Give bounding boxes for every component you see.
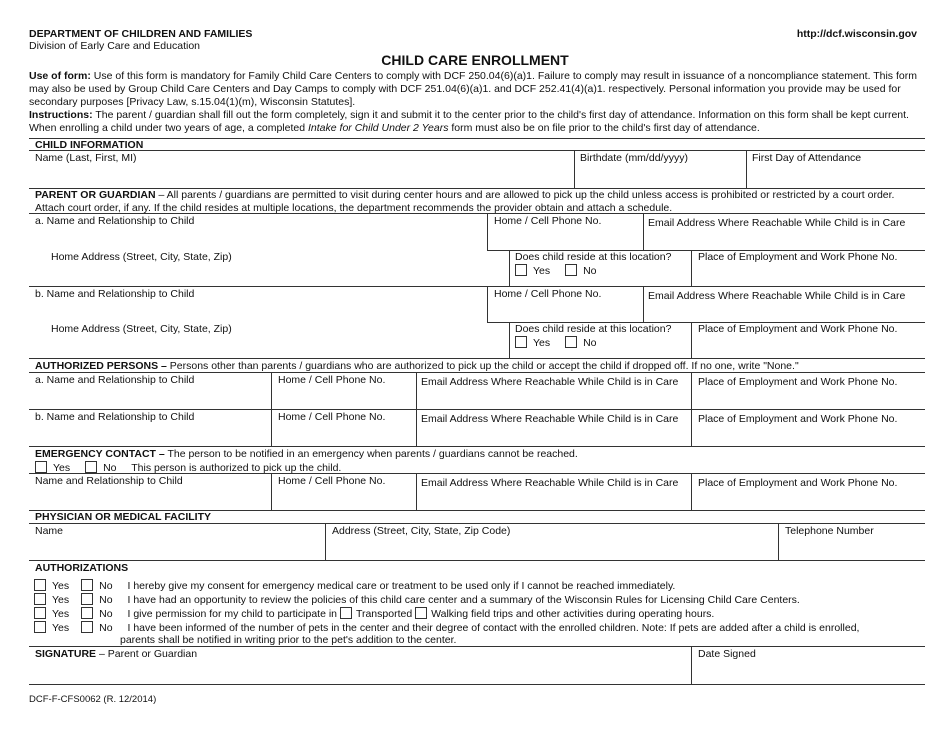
- auth4-text: I have been informed of the number of pets in the center and their degree of contact with the enrolled children. Note: If pets are added after a child is enrolled,: [127, 622, 860, 634]
- authorized-b-phone-field[interactable]: Home / Cell Phone No.: [278, 411, 386, 423]
- intake-form-name: Intake for Child Under 2 Years: [308, 121, 449, 134]
- authorized-a-phone-field[interactable]: Home / Cell Phone No.: [278, 374, 386, 386]
- auth2-text: I have had an opportunity to review the policies of this child care center and a summary of the Wisconsin Rules for Licensing Child Care Centers.: [127, 594, 800, 606]
- instructions: [29, 109, 929, 135]
- emergency-authorized-no[interactable]: No: [85, 462, 122, 474]
- emergency-name-field[interactable]: Name and Relationship to Child: [35, 475, 183, 487]
- authorized-b-name-field[interactable]: b. Name and Relationship to Child: [35, 411, 195, 423]
- parent-a-reside-no[interactable]: No: [565, 265, 602, 277]
- emergency-authorized-yes[interactable]: Yes: [35, 462, 76, 474]
- physician-heading: PHYSICIAN OR MEDICAL FACILITY: [35, 511, 211, 523]
- authorized-b-employment-field[interactable]: Place of Employment and Work Phone No.: [698, 413, 898, 425]
- walking-trips-option[interactable]: Walking field trips and other activities during operating hours.: [415, 608, 714, 620]
- authorized-persons-heading: AUTHORIZED PERSONS –: [35, 360, 167, 372]
- auth1-text: I hereby give my consent for emergency medical care or treatment to be used only if I cannot be reached immediately.: [127, 580, 676, 592]
- emergency-contact-heading: EMERGENCY CONTACT –: [35, 448, 165, 460]
- parent-b-reside-question: Does child reside at this location?: [515, 323, 672, 335]
- parent-a-reside-yes[interactable]: Yes: [515, 265, 556, 277]
- authorized-b-email-field[interactable]: Email Address Where Reachable While Child is in Care: [421, 413, 679, 425]
- authorization-item-1: [34, 579, 914, 594]
- auth3-no[interactable]: No: [81, 608, 118, 620]
- emergency-phone-field[interactable]: Home / Cell Phone No.: [278, 475, 386, 487]
- emergency-email-field[interactable]: Email Address Where Reachable While Child is in Care: [421, 477, 679, 489]
- auth1-yes[interactable]: Yes: [34, 580, 75, 592]
- use-of-form: [29, 70, 929, 108]
- auth2-no[interactable]: No: [81, 594, 118, 606]
- birthdate-field[interactable]: Birthdate (mm/dd/yyyy): [580, 152, 688, 164]
- emergency-contact-text: The person to be notified in an emergency when parents / guardians cannot be reached.: [167, 448, 578, 460]
- child-info-heading: CHILD INFORMATION: [35, 139, 144, 151]
- auth3-text: I give permission for my child to participate in: [127, 608, 338, 620]
- authorization-item-3: [34, 607, 914, 622]
- parent-a-reside-question: Does child reside at this location?: [515, 251, 672, 263]
- parent-a-name-field[interactable]: a. Name and Relationship to Child: [35, 215, 195, 227]
- parent-b-employment-field[interactable]: Place of Employment and Work Phone No.: [698, 323, 898, 335]
- auth4-text-cont: parents shall be notified in writing prior to the pet's addition to the center.: [120, 634, 457, 646]
- parent-a-phone-field[interactable]: Home / Cell Phone No.: [494, 215, 602, 227]
- parent-b-reside-options: [515, 336, 609, 349]
- parent-b-name-field[interactable]: b. Name and Relationship to Child: [35, 288, 195, 300]
- auth4-yes[interactable]: Yes: [34, 622, 75, 634]
- auth1-no[interactable]: No: [81, 580, 118, 592]
- signature-field[interactable]: [35, 648, 197, 660]
- signature-heading: SIGNATURE: [35, 648, 97, 660]
- instructions-text: The parent / guardian shall fill out the form completely, sign it and submit it to the center prior to the child's first day of attendance. Information on this form shall be kept current. When enrolling a child under two years of age, a completed: [29, 109, 909, 134]
- use-of-form-label: Use of form:: [29, 70, 91, 82]
- authorizations-heading: AUTHORIZATIONS: [35, 562, 129, 574]
- parent-a-employment-field[interactable]: Place of Employment and Work Phone No.: [698, 251, 898, 263]
- parent-b-reside-yes[interactable]: Yes: [515, 337, 556, 349]
- website-url[interactable]: http://dcf.wisconsin.gov: [796, 28, 917, 40]
- physician-phone-field[interactable]: Telephone Number: [785, 525, 874, 537]
- parent-a-email-field[interactable]: Email Address Where Reachable While Child is in Care: [648, 217, 906, 229]
- parent-guardian-heading: PARENT OR GUARDIAN: [35, 189, 156, 201]
- authorized-persons-text: Persons other than parents / guardians who are authorized to pick up the child or accept the child if dropped off. If no one, write "None.": [169, 360, 799, 372]
- date-signed-field[interactable]: Date Signed: [698, 648, 756, 660]
- signature-text: – Parent or Guardian: [98, 648, 198, 660]
- use-of-form-text: Use of this form is mandatory for Family Child Care Centers to comply with DCF 250.04(6)(a)1. Failure to comply may result in issuance of a noncompliance statement. This form may also be used by Group Child Care Centers and Day Camps to comply with DCF 251.04(6)(a)1. and DCF 252.41(4)(a)1. respectively. Personal information you provide may be used for secondary purposes [Privacy Law, s.15.04(1)(m), Wisconsin Statutes].: [29, 70, 917, 108]
- department-name: DEPARTMENT OF CHILDREN AND FAMILIES: [29, 28, 253, 40]
- parent-b-address-field[interactable]: Home Address (Street, City, State, Zip): [51, 323, 232, 335]
- division-name: Division of Early Care and Education: [29, 40, 201, 52]
- authorized-a-employment-field[interactable]: Place of Employment and Work Phone No.: [698, 376, 898, 388]
- authorized-persons-section: [35, 360, 799, 372]
- form-title: CHILD CARE ENROLLMENT: [381, 52, 569, 68]
- instructions-label: Instructions:: [29, 109, 93, 121]
- authorization-item-2: [34, 593, 914, 608]
- parent-guardian-section: [35, 189, 915, 215]
- form-id: DCF-F-CFS0062 (R. 12/2014): [29, 694, 157, 705]
- authorized-a-name-field[interactable]: a. Name and Relationship to Child: [35, 374, 195, 386]
- transported-option[interactable]: Transported: [340, 608, 412, 620]
- parent-b-email-field[interactable]: Email Address Where Reachable While Child is in Care: [648, 290, 906, 302]
- instructions-text-end: form must also be on file prior to the child's first day of attendance.: [451, 121, 760, 134]
- first-day-field[interactable]: First Day of Attendance: [752, 152, 862, 164]
- child-name-field[interactable]: Name (Last, First, MI): [35, 152, 137, 164]
- emergency-authorized-text: This person is authorized to pick up the child.: [131, 462, 342, 474]
- parent-guardian-text: – All parents / guardians are permitted to visit during center hours and are allowed to pick up the child unless access is prohibited or restricted by a court order. Attach court order, if any. If the child resides at multiple locations, the department recommends the provider obtain and attach a schedule.: [35, 189, 895, 214]
- physician-name-field[interactable]: Name: [35, 525, 64, 537]
- parent-b-reside-no[interactable]: No: [565, 337, 602, 349]
- parent-a-address-field[interactable]: Home Address (Street, City, State, Zip): [51, 251, 232, 263]
- auth2-yes[interactable]: Yes: [34, 594, 75, 606]
- auth4-no[interactable]: No: [81, 622, 118, 634]
- emergency-employment-field[interactable]: Place of Employment and Work Phone No.: [698, 477, 898, 489]
- emergency-contact-section: [35, 448, 578, 460]
- parent-b-phone-field[interactable]: Home / Cell Phone No.: [494, 288, 602, 300]
- auth3-yes[interactable]: Yes: [34, 608, 75, 620]
- physician-address-field[interactable]: Address (Street, City, State, Zip Code): [332, 525, 511, 537]
- parent-a-reside-options: [515, 264, 609, 277]
- authorized-a-email-field[interactable]: Email Address Where Reachable While Child is in Care: [421, 376, 679, 388]
